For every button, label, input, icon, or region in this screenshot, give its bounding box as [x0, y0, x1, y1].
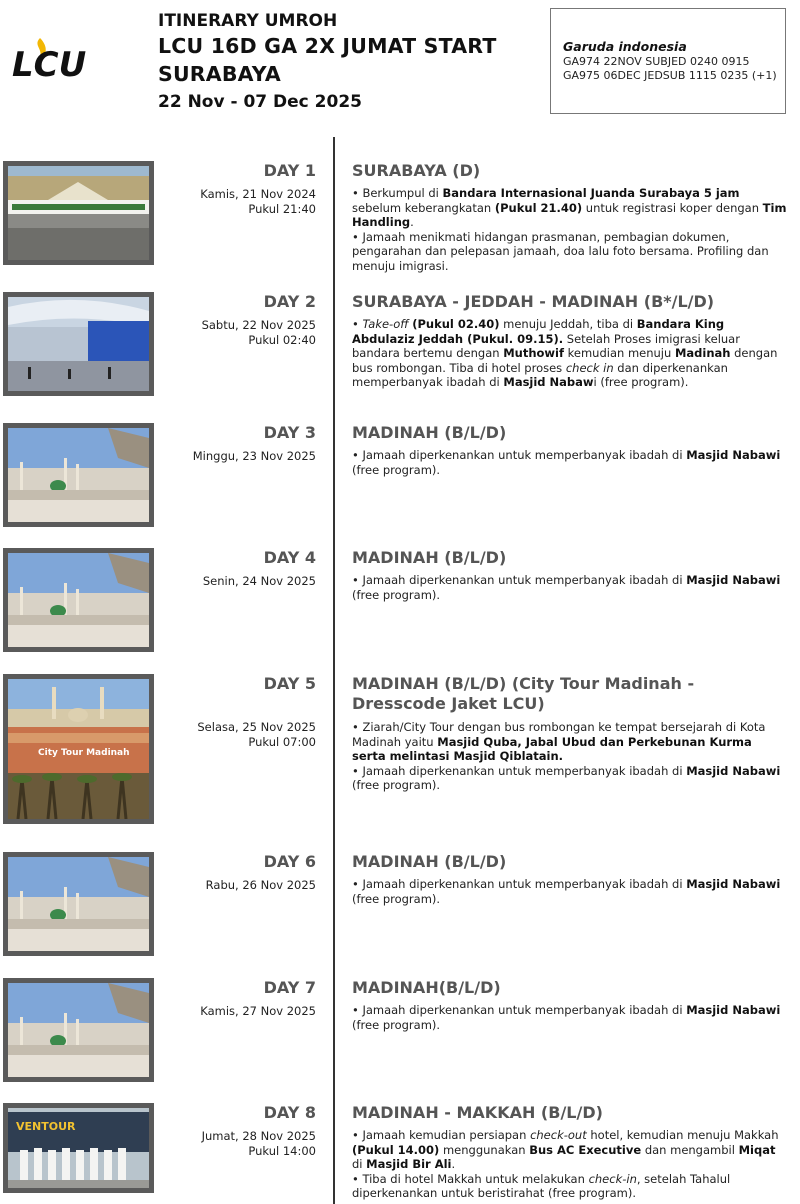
lcu-logo	[10, 34, 90, 84]
day-title: SURABAYA - JEDDAH - MADINAH (B*/L/D)	[352, 292, 715, 311]
day-description: • Ziarah/City Tour dengan bus rombongan ke tempat bersejarah di Kota Madinah yaitu Masjid Quba, Jabal Ubud dan Perkebunan Kurma serta melintasi Masjid Qiblatain. • Jamaah diperkenankan untuk memperbanyak ibadah di Masjid Nabawi (free program).	[352, 720, 781, 792]
svg-text:City Tour Madinah: City Tour Madinah	[38, 748, 130, 758]
day-date-text: Senin, 24 Nov 2025	[202, 574, 316, 588]
day-description: • Jamaah diperkenankan untuk memperbanyak ibadah di Masjid Nabawi (free program).	[352, 877, 781, 906]
title-line-2: LCU 16D GA 2X JUMAT START	[158, 34, 497, 58]
ventour-bus-photo	[3, 1103, 154, 1193]
day-number: DAY 2	[263, 292, 316, 311]
city-tour-madinah-photo	[3, 674, 154, 824]
day-number: DAY 4	[263, 548, 316, 567]
day-date-text: Selasa, 25 Nov 2025	[197, 720, 316, 734]
day-time-text: Pukul 21:40	[248, 202, 316, 216]
day-date-text: Minggu, 23 Nov 2025	[192, 449, 316, 463]
day-date	[203, 574, 316, 589]
day-description: • Take-off (Pukul 02.40) menuju Jeddah, tiba di Bandara King Abdulaziz Jeddah (Pukul. 09.15). Setelah Proses imigrasi keluar bandara bertemu dengan Muthowif kemudian menuju Madinah dengan bus rombongan. Tiba di hotel proses check in dan diperkenankan memperbanyak ibadah di Masjid Nabawi (free program).	[352, 317, 778, 389]
juanda-airport-photo	[3, 161, 154, 265]
svg-text:VENTOUR: VENTOUR	[16, 1120, 76, 1133]
jeddah-airport-photo	[3, 292, 154, 396]
day-title: SURABAYA (D)	[352, 161, 481, 180]
day-date-text: Jumat, 28 Nov 2025	[201, 1129, 316, 1143]
day-title: MADINAH - MAKKAH (B/L/D)	[352, 1103, 603, 1122]
day-title: MADINAH(B/L/D)	[352, 978, 501, 997]
day-date	[197, 720, 316, 750]
svg-text:LCU: LCU	[12, 45, 87, 84]
day-number: DAY 6	[263, 852, 316, 871]
itinerary-title-block	[158, 10, 538, 114]
day-title: MADINAH (B/L/D)	[352, 852, 507, 871]
airline-name: Garuda indonesia	[563, 39, 687, 54]
day-number: DAY 1	[263, 161, 316, 180]
flight-line-outbound: GA974 22NOV SUBJED 0240 0915	[563, 55, 750, 68]
day-description: • Jamaah kemudian persiapan check-out hotel, kemudian menuju Makkah (Pukul 14.00) menggunakan Bus AC Executive dan mengambil Miqat di Masjid Bir Ali. • Tiba di hotel Makkah untuk melakukan check-in, setelah Tahalul diperkenankan untuk beristirahat (free program).	[352, 1128, 779, 1200]
day-number: DAY 5	[263, 674, 316, 693]
day-description: • Jamaah diperkenankan untuk memperbanyak ibadah di Masjid Nabawi (free program).	[352, 448, 781, 477]
masjid-nabawi-photo	[3, 852, 154, 956]
day-date	[193, 449, 316, 464]
day-date	[200, 187, 316, 217]
day-date-text: Kamis, 21 Nov 2024	[200, 187, 316, 201]
title-line-1: ITINERARY UMROH	[158, 11, 338, 31]
day-time-text: Pukul 07:00	[248, 735, 316, 749]
day-time-text: Pukul 02:40	[248, 333, 316, 347]
lcu-flame-logo-icon	[10, 34, 90, 84]
day-date	[206, 878, 316, 893]
masjid-nabawi-photo	[3, 423, 154, 527]
day-date	[202, 318, 316, 348]
day-description: • Jamaah diperkenankan untuk memperbanyak ibadah di Masjid Nabawi (free program).	[352, 1003, 781, 1032]
day-number: DAY 8	[263, 1103, 316, 1122]
day-date	[200, 1004, 316, 1019]
trip-dates: 22 Nov - 07 Dec 2025	[158, 92, 362, 112]
masjid-nabawi-photo	[3, 548, 154, 652]
day-title: MADINAH (B/L/D) (City Tour Madinah - Dresscode Jaket LCU)	[352, 674, 695, 713]
masjid-nabawi-photo	[3, 978, 154, 1082]
flight-line-return: GA975 06DEC JEDSUB 1115 0235 (+1)	[563, 69, 777, 82]
day-date-text: Rabu, 26 Nov 2025	[205, 878, 316, 892]
day-date-text: Sabtu, 22 Nov 2025	[201, 318, 316, 332]
day-time-text: Pukul 14:00	[248, 1144, 316, 1158]
day-title: MADINAH (B/L/D)	[352, 423, 507, 442]
day-date	[202, 1129, 316, 1159]
day-date-text: Kamis, 27 Nov 2025	[200, 1004, 316, 1018]
day-description: • Berkumpul di Bandara Internasional Juanda Surabaya 5 jam sebelum keberangkatan (Pukul 21.40) untuk registrasi koper dengan Tim Handling. • Jamaah menikmati hidangan prasmanan, pembagian dokumen, pengarahan dan pelepasan jamaah, doa lalu foto bersama. Profiling dan menuju imigrasi.	[352, 186, 787, 273]
title-line-3: SURABAYA	[158, 62, 281, 86]
timeline-divider	[333, 137, 335, 1204]
day-title: MADINAH (B/L/D)	[352, 548, 507, 567]
day-number: DAY 7	[263, 978, 316, 997]
flight-info-box	[550, 8, 786, 114]
day-number: DAY 3	[263, 423, 316, 442]
day-description: • Jamaah diperkenankan untuk memperbanyak ibadah di Masjid Nabawi (free program).	[352, 573, 781, 602]
